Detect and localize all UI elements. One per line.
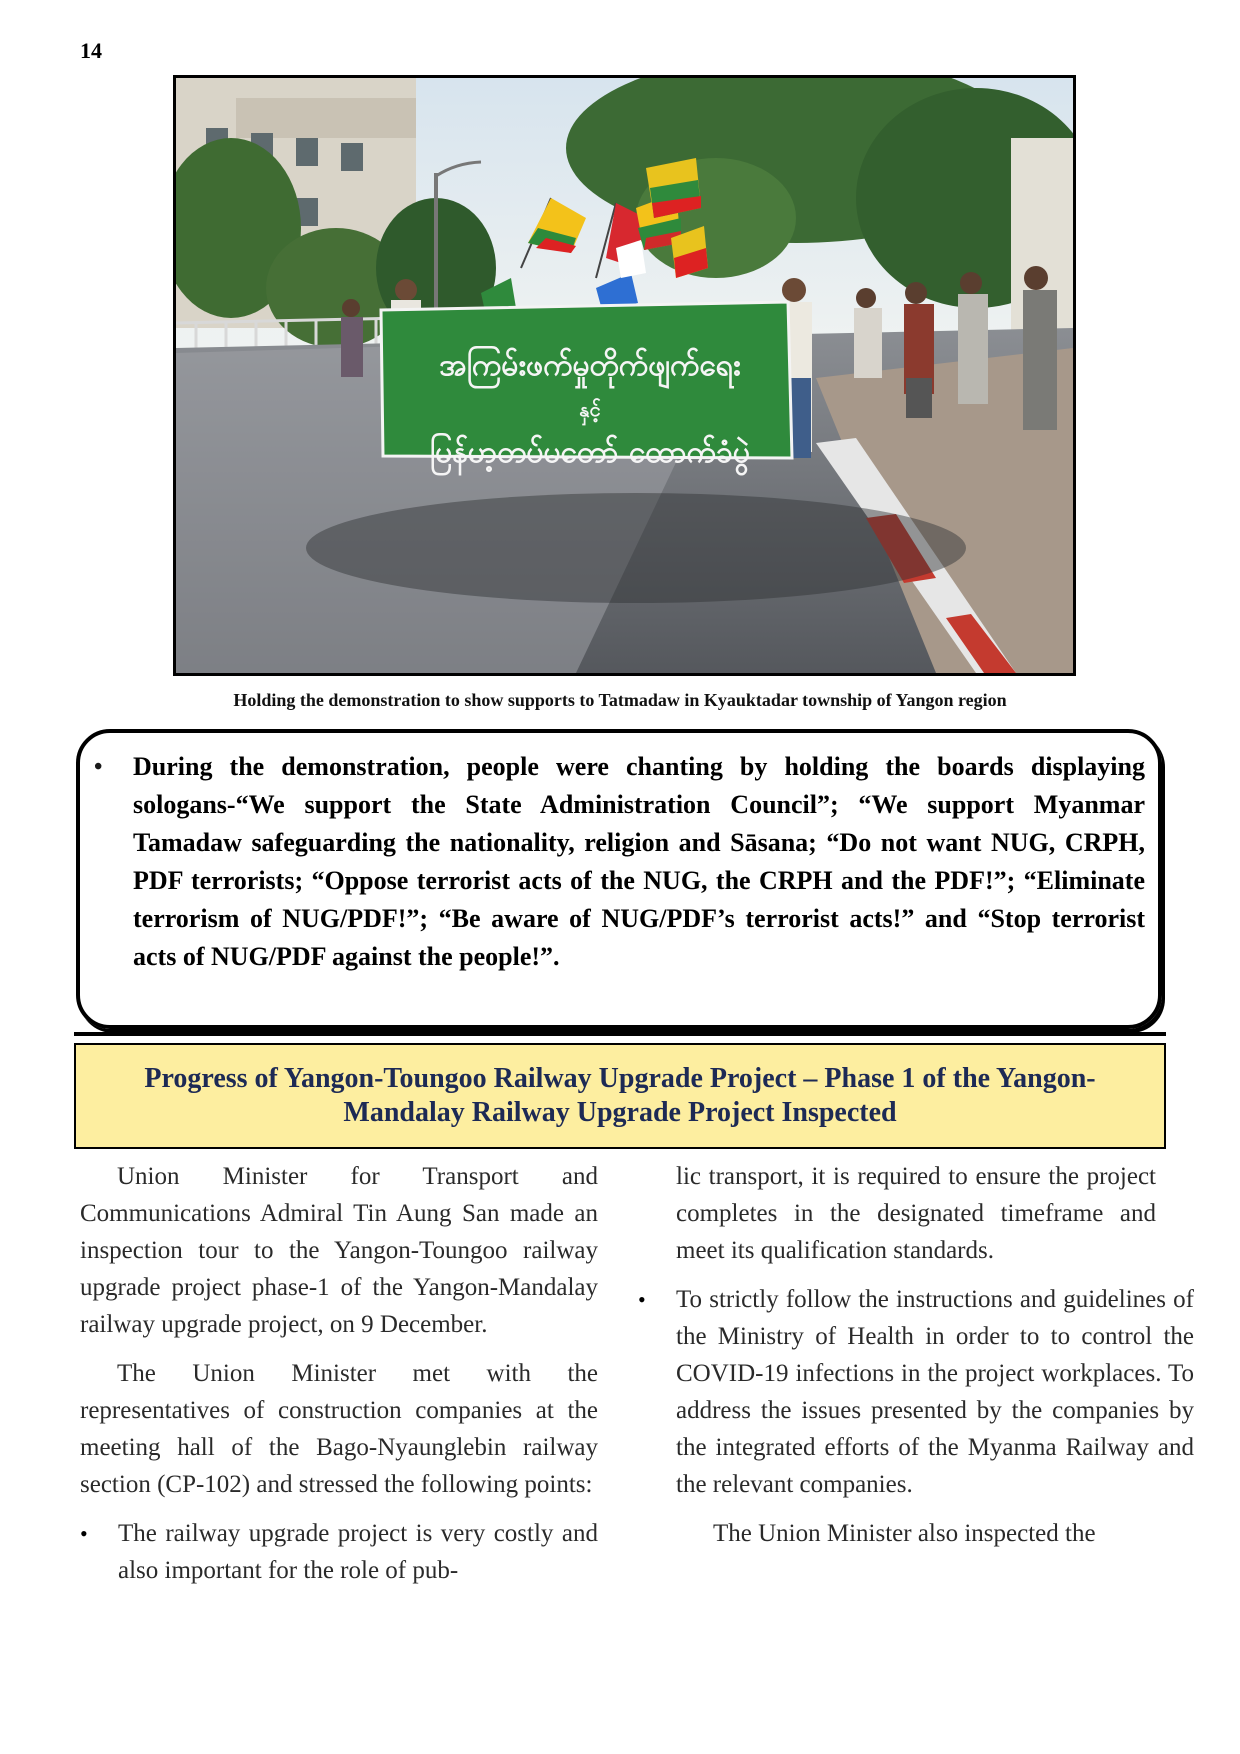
callout-bullet: •	[94, 754, 103, 780]
photo-caption: Holding the demonstration to show supports to Tatmadaw in Kyauktadar township of Yangon region	[233, 690, 1007, 710]
bullet-dot: •	[638, 1287, 646, 1312]
bullet-dot: •	[80, 1521, 88, 1546]
page-number: 14	[80, 38, 102, 63]
banner-text-line1: အကြမ်းဖက်မှုတိုက်ဖျက်ရေး	[439, 348, 741, 383]
bullet-item	[80, 1515, 598, 1589]
callout-text: During the demonstration, people were chanting by holding the boards displaying sologans-“We support the State Administration Council”; “We support Myanmar Tamadaw safeguarding the nationality, religion and Sāsana; “Do not want NUG, CRPH, PDF terrorists; “Oppose terrorist acts of the NUG, the CRPH and the PDF!”; “Eliminate terrorism of NUG/PDF!”; “Be aware of NUG/PDF’s terrorist acts!” and “Stop terrorist acts of NUG/PDF against the people!”.	[133, 752, 1145, 971]
bullet-item	[638, 1281, 1194, 1503]
bullet-text: To strictly follow the instructions and guidelines of the Ministry of Health in order to to control the COVID-19 infections in the project workplaces. To address the issues presented by the companies by the integrated efforts of the Myanma Railway and the relevant companies.	[676, 1286, 1194, 1498]
article-paragraph: The Union Minister also inspected the	[713, 1520, 1096, 1547]
banner-text-line2: နှင့်	[579, 397, 601, 421]
section-rule	[74, 1032, 1166, 1036]
article-paragraph: Union Minister for Transport and Communications Admiral Tin Aung San made an inspection tour to the Yangon-Toungoo railway upgrade project phase-1 of the Yangon-Mandalay railway upgrade project, on 9 December.	[80, 1163, 598, 1338]
article-paragraph: The Union Minister met with the representatives of construction companies at the meeting hall of the Bago-Nyaunglebin railway section (CP-102) and stressed the following points:	[80, 1360, 598, 1498]
article-headline: Progress of Yangon-Toungoo Railway Upgrade Project – Phase 1 of the Yangon-Mandalay Railway Upgrade Project Inspected	[144, 1063, 1096, 1128]
bullet-text: The railway upgrade project is very costly and also important for the role of pub-	[118, 1520, 598, 1584]
article-column-left	[80, 1158, 598, 1601]
banner-text-line3: မြန်မာ့တပ်မတော် ထောက်ခံပွဲ	[430, 435, 750, 470]
article-paragraph: lic transport, it is required to ensure the project completes in the designated timeframe and meet its qualification standards.	[676, 1163, 1156, 1264]
headline-box	[74, 1043, 1166, 1149]
article-column-right	[638, 1158, 1194, 1564]
